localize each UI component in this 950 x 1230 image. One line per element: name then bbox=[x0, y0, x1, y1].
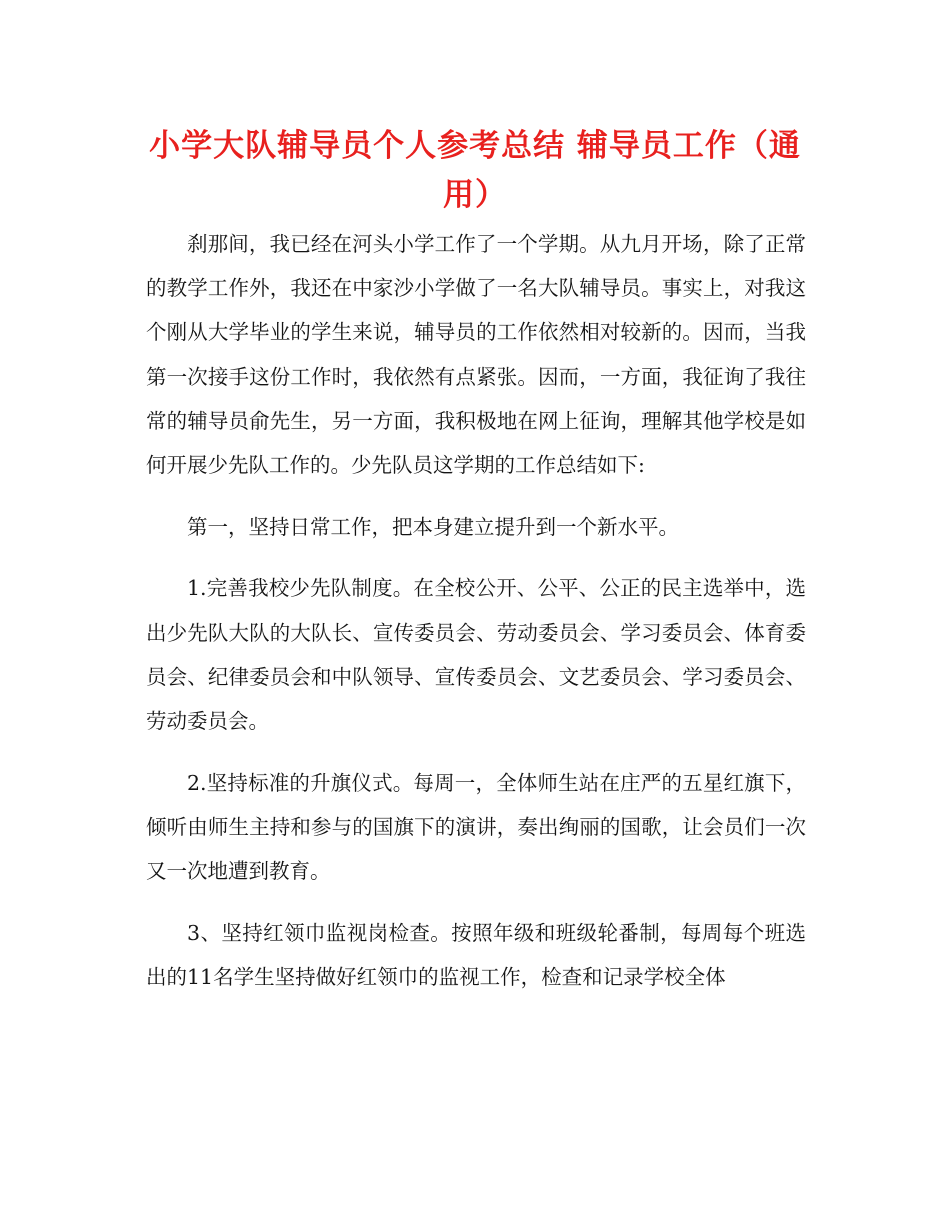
document-title: 小学大队辅导员个人参考总结 辅导员工作（通用） bbox=[149, 128, 801, 213]
paragraph: 3、坚持红领巾监视岗检查。按照年级和班级轮番制，每周每个班选出的11名学生坚持做好红领巾的监视工作，检查和记录学校全体 bbox=[146, 920, 806, 990]
paragraph: 2.坚持标准的升旗仪式。每周一，全体师生站在庄严的五星红旗下，倾听由师生主持和参与的国旗下的演讲，奏出绚丽的国歌，让会员们一次又一次地遭到教育。 bbox=[146, 770, 806, 884]
paragraph: 第一，坚持日常工作，把本身建立提升到一个新水平。 bbox=[187, 514, 679, 539]
paragraph: 1.完善我校少先队制度。在全校公开、公平、公正的民主选举中，选出少先队大队的大队长、宣传委员会、劳动委员会、学习委员会、体育委员会、纪律委员会和中队领导、宣传委员会、文艺委员会、学习委员会、劳动委员会。 bbox=[146, 576, 806, 734]
paragraph: 刹那间，我已经在河头小学工作了一个学期。从九月开场，除了正常的教学工作外，我还在中家沙小学做了一名大队辅导员。事实上，对我这个刚从大学毕业的学生来说，辅导员的工作依然相对较新的。因而，当我第一次接手这份工作时，我依然有点紧张。因而，一方面，我征询了我往常的辅导员俞先生，另一方面，我积极地在网上征询，理解其他学校是如何开展少先队工作的。少先队员这学期的工作总结如下: bbox=[146, 232, 806, 478]
document-body bbox=[146, 222, 806, 1017]
